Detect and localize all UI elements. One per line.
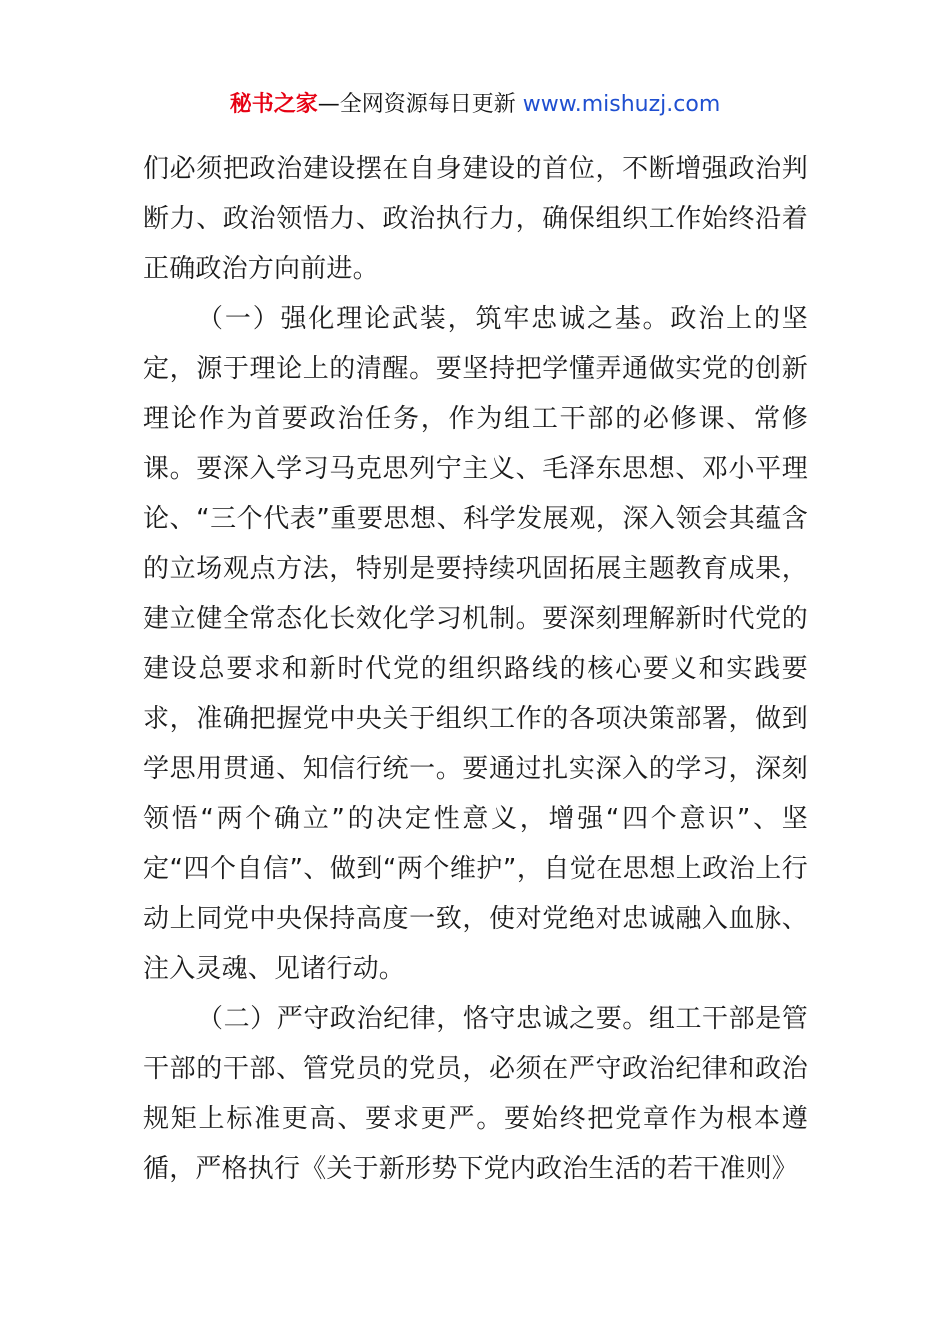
site-url-link[interactable]: www.mishuzj.com bbox=[522, 92, 721, 117]
document-body bbox=[143, 144, 808, 1194]
brand-name: 秘书之家 bbox=[229, 92, 318, 117]
paragraph-section-1: （一）强化理论武装，筑牢忠诚之基。政治上的坚定，源于理论上的清醒。要坚持把学懂弄通做实党的创新理论作为首要政治任务，作为组工干部的必修课、常修课。要深入学习马克思列宁主义、毛泽东思想、邓小平理论、“三个代表”重要思想、科学发展观，深入领会其蕴含的立场观点方法，特别是要持续巩固拓展主题教育成果，建立健全常态化长效化学习机制。要深刻理解新时代党的建设总要求和新时代党的组织路线的核心要义和实践要求，准确把握党中央关于组织工作的各项决策部署，做到学思用贯通、知信行统一。要通过扎实深入的学习，深刻领悟“两个确立”的决定性意义，增强“四个意识”、坚定“四个自信”、做到“两个维护”，自觉在思想上政治上行动上同党中央保持高度一致，使对党绝对忠诚融入血脉、注入灵魂、见诸行动。 bbox=[143, 304, 808, 984]
paragraph-continued: 们必须把政治建设摆在自身建设的首位，不断增强政治判断力、政治领悟力、政治执行力，确保组织工作始终沿着正确政治方向前进。 bbox=[143, 154, 808, 284]
page-header bbox=[0, 88, 950, 122]
paragraph-section-2: （二）严守政治纪律，恪守忠诚之要。组工干部是管干部的干部、管党员的党员，必须在严守政治纪律和政治规矩上标准更高、要求更严。要始终把党章作为根本遵循，严格执行《关于新形势下党内政治生活的若干准则》 bbox=[143, 1004, 808, 1184]
header-tagline: —全网资源每日更新 bbox=[317, 92, 523, 117]
